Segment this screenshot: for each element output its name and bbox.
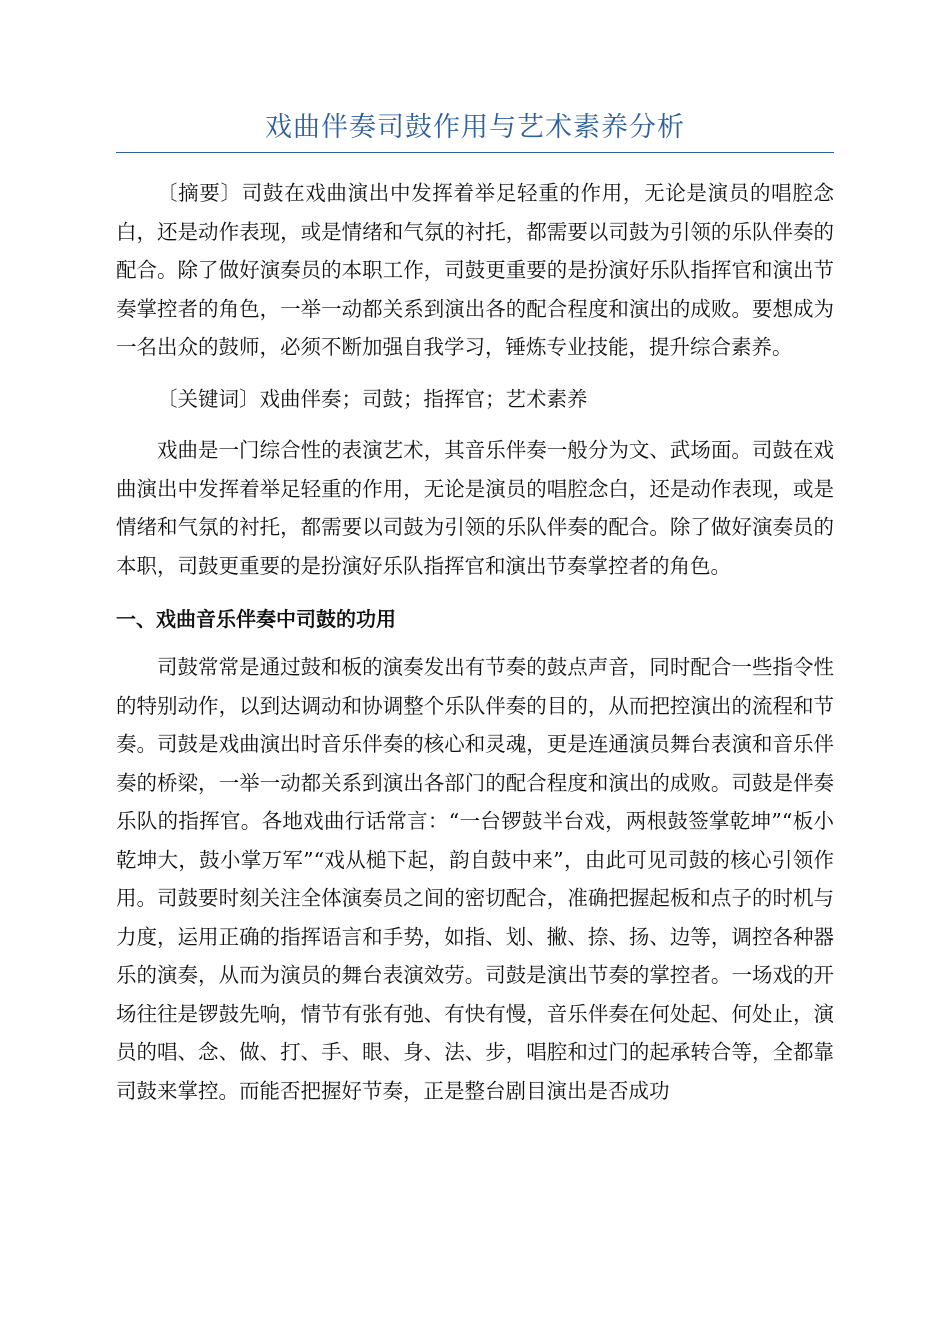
document-title: 戏曲伴奏司鼓作用与艺术素养分析 bbox=[116, 110, 834, 153]
document-page bbox=[116, 110, 834, 1110]
section-heading: 一、戏曲音乐伴奏中司鼓的功用 bbox=[116, 607, 396, 631]
abstract-paragraph: 〔摘要〕司鼓在戏曲演出中发挥着举足轻重的作用，无论是演员的唱腔念白，还是动作表现，或是情绪和气氛的衬托，都需要以司鼓为引领的乐队伴奏的配合。除了做好演奏员的本职工作，司鼓更重要的是扮演好乐队指挥官和演出节奏掌控者的角色，一举一动都关系到演出各的配合程度和演出的成败。要想成为一名出众的鼓师，必须不断加强自我学习，锤炼专业技能，提升综合素养。 bbox=[116, 181, 834, 359]
intro-paragraph: 戏曲是一门综合性的表演艺术，其音乐伴奏一般分为文、武场面。司鼓在戏曲演出中发挥着举足轻重的作用，无论是演员的唱腔念白，还是动作表现，或是情绪和气氛的衬托，都需要以司鼓为引领的乐队伴奏的配合。除了做好演奏员的本职，司鼓更重要的是扮演好乐队指挥官和演出节奏掌控者的角色。 bbox=[116, 438, 834, 578]
section-paragraph: 司鼓常常是通过鼓和板的演奏发出有节奏的鼓点声音，同时配合一些指令性的特别动作，以到达调动和协调整个乐队伴奏的目的，从而把控演出的流程和节奏。司鼓是戏曲演出时音乐伴奏的核心和灵魂，更是连通演员舞台表演和音乐伴奏的桥梁，一举一动都关系到演出各部门的配合程度和演出的成败。司鼓是伴奏乐队的指挥官。各地戏曲行话常言：“一台锣鼓半台戏，两根鼓签掌乾坤”“板小乾坤大，鼓小掌万军”“戏从槌下起，韵自鼓中来”，由此可见司鼓的核心引领作用。司鼓要时刻关注全体演奏员之间的密切配合，准确把握起板和点子的时机与力度，运用正确的指挥语言和手势，如指、划、撇、捺、扬、边等，调控各种器乐的演奏，从而为演员的舞台表演效劳。司鼓是演出节奏的掌控者。一场戏的开场往往是锣鼓先响，情节有张有弛、有快有慢，音乐伴奏在何处起、何处止，演员的唱、念、做、打、手、眼、身、法、步，唱腔和过门的起承转合等，全都靠司鼓来掌控。而能否把握好节奏，正是整台剧目演出是否成功 bbox=[116, 655, 834, 1103]
keywords-paragraph: 〔关键词〕戏曲伴奏；司鼓；指挥官；艺术素养 bbox=[157, 386, 588, 411]
